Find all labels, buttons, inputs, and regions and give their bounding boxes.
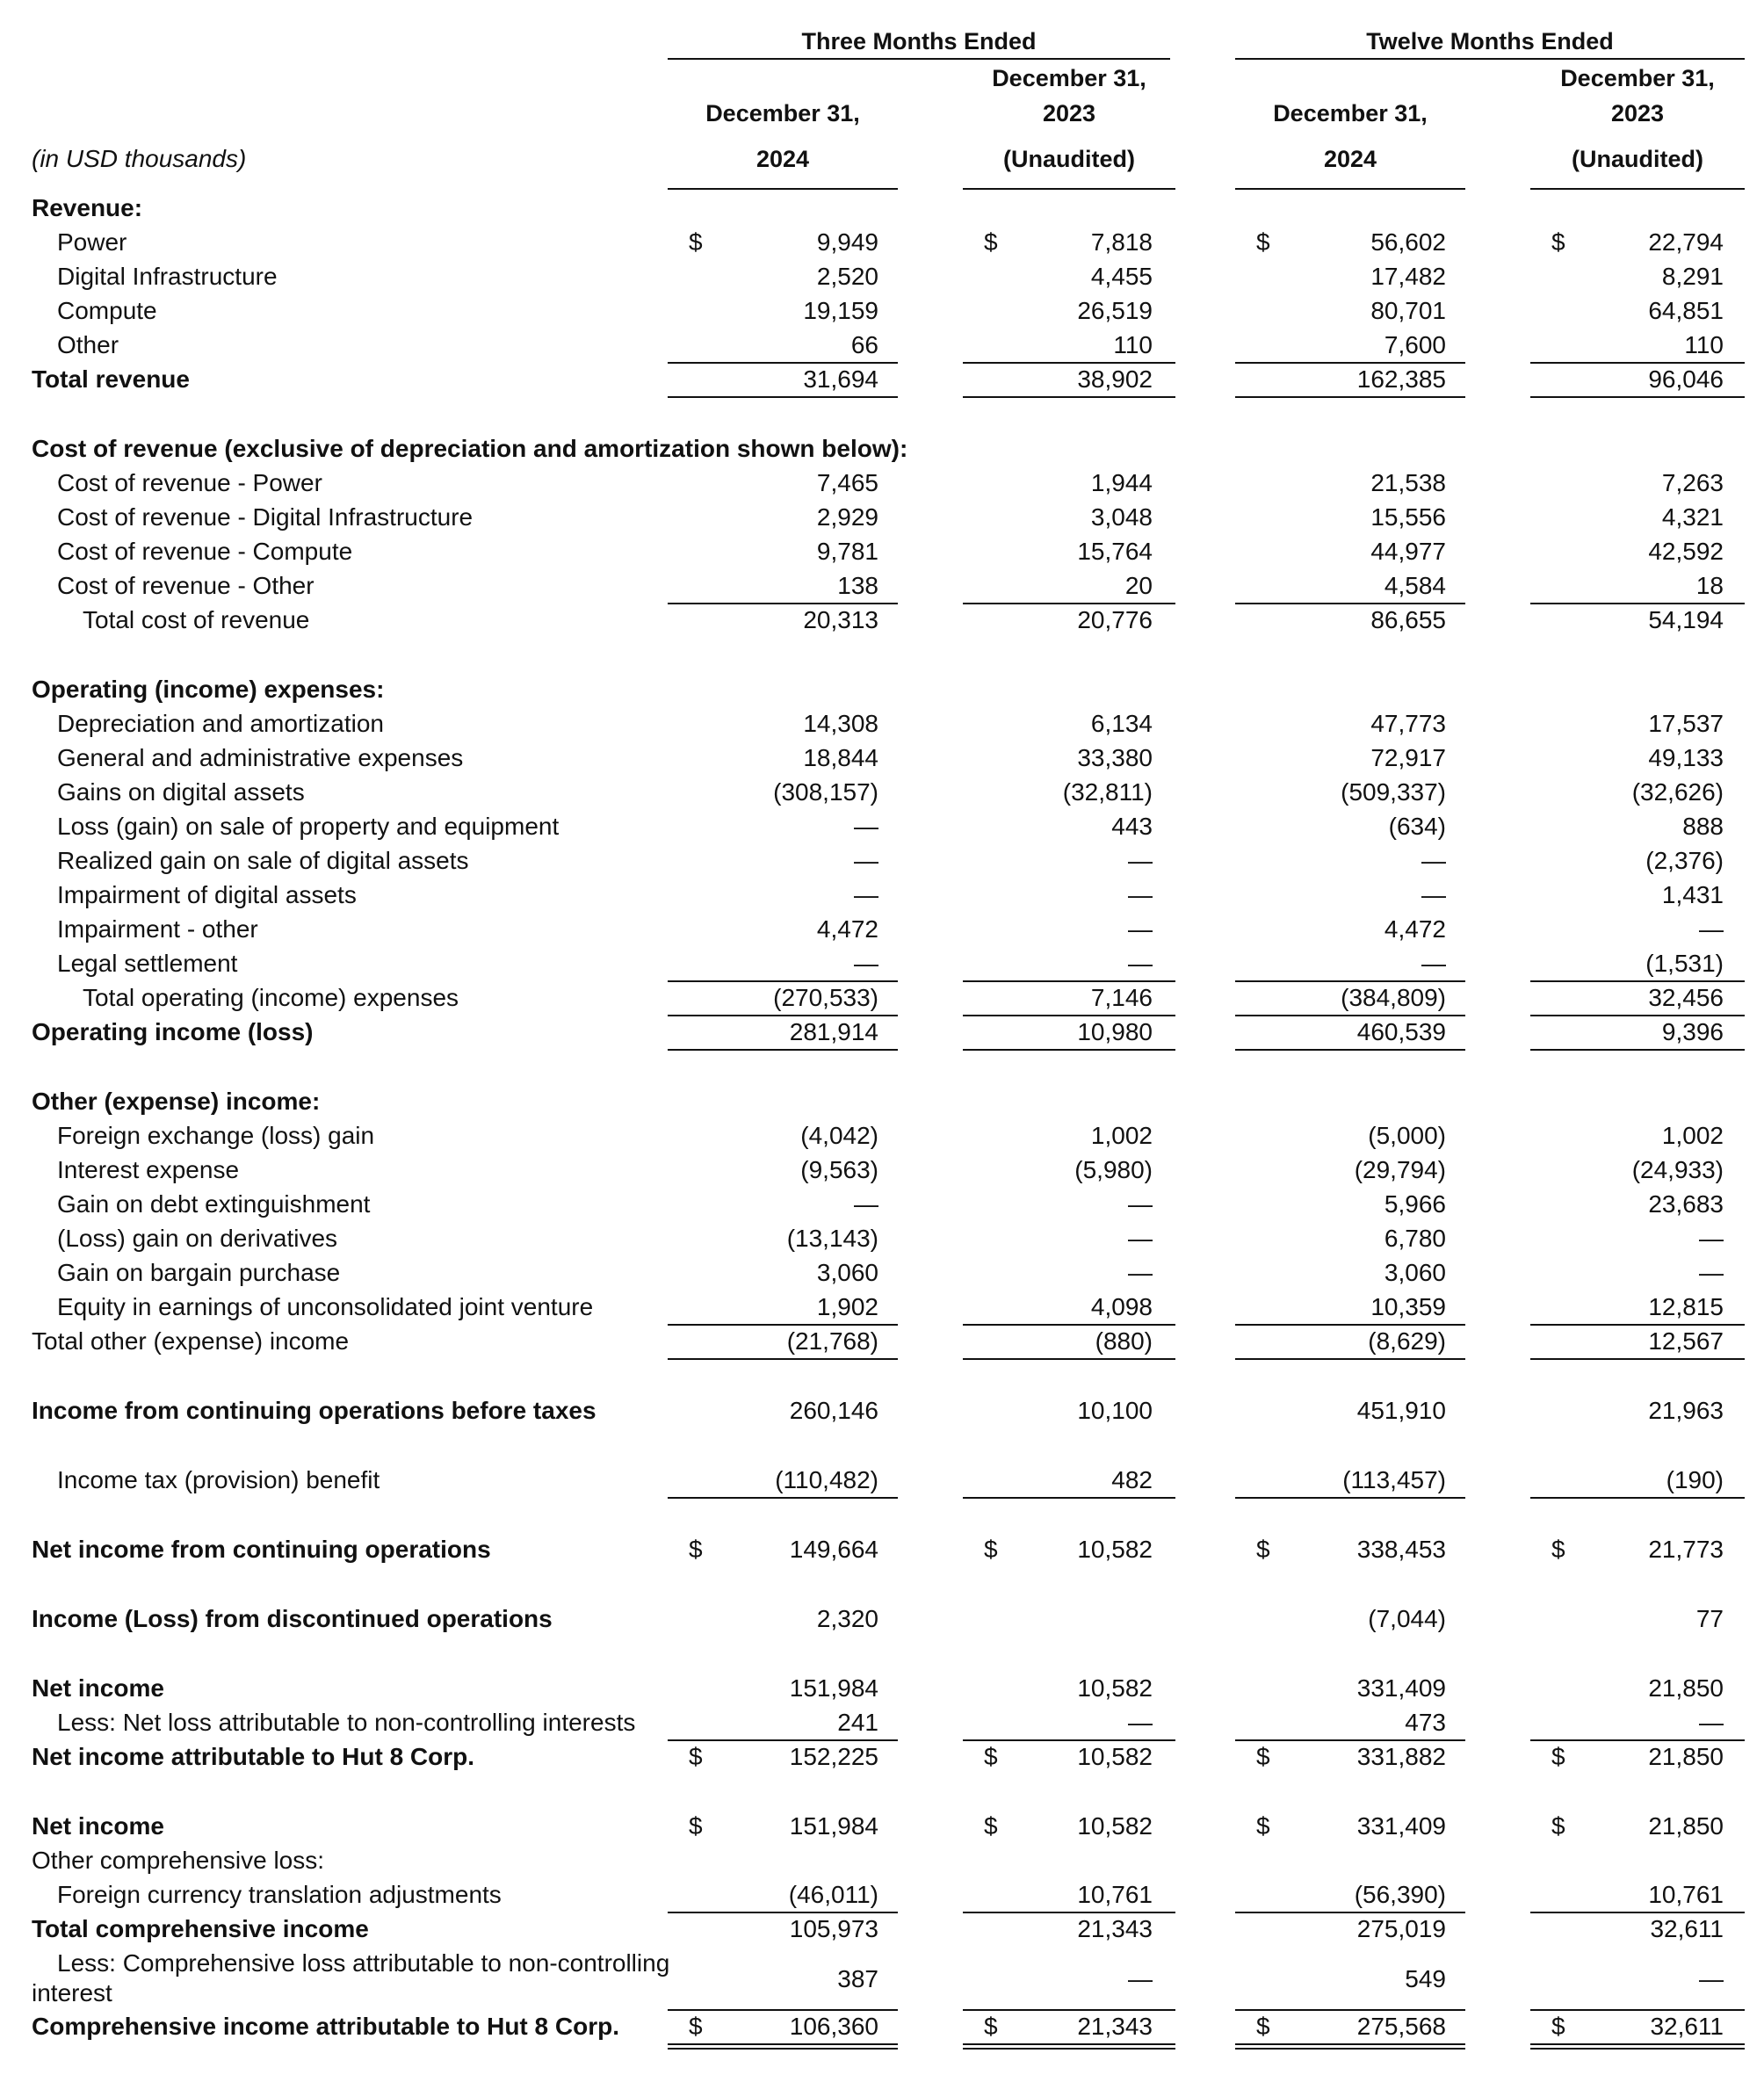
value-cell: 32,456 <box>1648 984 1724 1011</box>
value-cell: 162,385 <box>1356 365 1446 393</box>
col1-header-rule <box>668 188 898 190</box>
value-cell: (9,563) <box>800 1156 878 1183</box>
currency-symbol: $ <box>1551 1812 1565 1840</box>
underline <box>1530 1015 1745 1016</box>
underline <box>963 1049 1175 1051</box>
underline <box>1235 1015 1465 1016</box>
header-twelve-months: Twelve Months Ended <box>1366 28 1614 54</box>
col3-header-line2: 2024 <box>1323 146 1377 172</box>
underline <box>1235 1912 1465 1913</box>
value-cell: 10,761 <box>1077 1881 1153 1908</box>
row-label: Income tax (provision) benefit <box>57 1466 380 1493</box>
value-cell: 15,764 <box>1077 538 1153 565</box>
row-label: Cost of revenue - Compute <box>57 538 353 565</box>
value-cell: 1,002 <box>1090 1122 1153 1149</box>
value-cell: 21,343 <box>1077 1915 1153 1942</box>
currency-symbol: $ <box>1551 1536 1565 1563</box>
value-cell: 10,761 <box>1648 1881 1724 1908</box>
value-cell: 10,100 <box>1077 1397 1153 1424</box>
value-cell: 473 <box>1405 1709 1446 1736</box>
row-label: Interest expense <box>57 1156 240 1183</box>
value-cell: 18,844 <box>803 744 878 771</box>
row-label: Legal settlement <box>57 950 238 977</box>
value-cell: — <box>854 847 878 874</box>
row-label: Less: Comprehensive loss attributable to non-controlling <box>57 1949 670 1977</box>
units-label: (in USD thousands) <box>32 145 247 172</box>
value-cell: 96,046 <box>1648 365 1724 393</box>
value-cell: — <box>1421 881 1446 908</box>
underline <box>963 1358 1175 1360</box>
header-twelve-months-rule <box>1235 58 1745 60</box>
value-cell: (32,811) <box>1062 778 1153 806</box>
row-label: Net income <box>32 1812 164 1840</box>
value-cell: 105,973 <box>789 1915 878 1942</box>
underline <box>963 1324 1175 1326</box>
value-cell: — <box>1421 847 1446 874</box>
row-label: Realized gain on sale of digital assets <box>57 847 469 874</box>
value-cell: 21,343 <box>1077 2013 1153 2040</box>
value-cell: 12,815 <box>1648 1293 1724 1320</box>
row-label: Compute <box>57 297 157 324</box>
value-cell: 275,568 <box>1356 2013 1446 2040</box>
value-cell: (32,626) <box>1631 778 1724 806</box>
value-cell: 20,776 <box>1077 606 1153 633</box>
currency-symbol: $ <box>689 1536 703 1563</box>
underline <box>668 1358 898 1360</box>
row-label: Operating income (loss) <box>32 1018 314 1045</box>
value-cell: 77 <box>1695 1605 1724 1632</box>
currency-symbol: $ <box>1256 2013 1270 2040</box>
value-cell: 21,850 <box>1648 1743 1724 1770</box>
underline <box>668 396 898 398</box>
value-cell: 42,592 <box>1648 538 1724 565</box>
value-cell: 56,602 <box>1370 228 1446 256</box>
currency-symbol: $ <box>1551 2013 1565 2040</box>
underline <box>668 1497 898 1499</box>
value-cell: 7,263 <box>1661 469 1724 496</box>
currency-symbol: $ <box>984 1536 998 1563</box>
value-cell: (24,933) <box>1631 1156 1724 1183</box>
value-cell: 18 <box>1695 572 1724 599</box>
value-cell: — <box>1699 915 1724 943</box>
value-cell: 4,472 <box>816 915 878 943</box>
col2-header-line1: December 31, <box>992 65 1146 91</box>
row-label: Operating (income) expenses: <box>32 676 385 703</box>
underline <box>1530 1739 1745 1741</box>
row-label: Digital Infrastructure <box>57 263 278 290</box>
row-label: Cost of revenue - Digital Infrastructure <box>57 503 474 531</box>
value-cell: (56,390) <box>1354 1881 1446 1908</box>
value-cell: — <box>1128 881 1153 908</box>
value-cell: 2,320 <box>816 1605 878 1632</box>
col4-header-line2: 2023 <box>1610 100 1665 127</box>
value-cell: 21,963 <box>1648 1397 1724 1424</box>
value-cell: 2,520 <box>816 263 878 290</box>
row-label: Gains on digital assets <box>57 778 305 806</box>
double-underline <box>668 2043 898 2050</box>
value-cell: 549 <box>1405 1965 1446 1992</box>
currency-symbol: $ <box>1551 228 1565 256</box>
row-label: Other (expense) income: <box>32 1088 321 1115</box>
underline <box>1235 396 1465 398</box>
underline <box>1530 1912 1745 1913</box>
value-cell: 10,582 <box>1077 1536 1153 1563</box>
underline <box>1235 1324 1465 1326</box>
value-cell: (1,531) <box>1645 950 1724 977</box>
row-label: Power <box>57 228 127 256</box>
value-cell: (4,042) <box>800 1122 878 1149</box>
value-cell: — <box>854 1190 878 1218</box>
value-cell: 260,146 <box>789 1397 878 1424</box>
underline <box>668 980 898 982</box>
underline <box>1530 603 1745 604</box>
value-cell: 3,060 <box>1384 1259 1446 1286</box>
underline <box>668 1015 898 1016</box>
value-cell: (880) <box>1095 1327 1153 1355</box>
value-cell: — <box>1128 915 1153 943</box>
value-cell: 23,683 <box>1648 1190 1724 1218</box>
value-cell: 110 <box>1684 331 1724 358</box>
underline <box>1530 980 1745 982</box>
row-label: Gain on bargain purchase <box>57 1259 341 1286</box>
row-label: Total revenue <box>32 365 190 393</box>
value-cell: (113,457) <box>1342 1466 1446 1493</box>
value-cell: 9,396 <box>1661 1018 1724 1045</box>
value-cell: 7,600 <box>1384 331 1446 358</box>
value-cell: 106,360 <box>789 2013 878 2040</box>
value-cell: 331,409 <box>1356 1812 1446 1840</box>
value-cell: 3,048 <box>1090 503 1153 531</box>
value-cell: — <box>1128 1190 1153 1218</box>
value-cell: (7,044) <box>1368 1605 1446 1632</box>
underline <box>1530 2009 1745 2011</box>
value-cell: 1,002 <box>1661 1122 1724 1149</box>
value-cell: 2,929 <box>816 503 878 531</box>
col2-header-rule <box>963 188 1175 190</box>
value-cell: 888 <box>1682 813 1724 840</box>
row-label: Income (Loss) from discontinued operations <box>32 1605 553 1632</box>
row-label: Depreciation and amortization <box>57 710 384 737</box>
value-cell: 22,794 <box>1648 228 1724 256</box>
row-label: Impairment - other <box>57 915 258 943</box>
double-underline <box>1530 2043 1745 2050</box>
underline <box>963 1912 1175 1913</box>
value-cell: (13,143) <box>786 1225 878 1252</box>
value-cell: (5,980) <box>1074 1156 1153 1183</box>
value-cell: 8,291 <box>1661 263 1724 290</box>
value-cell: — <box>1421 950 1446 977</box>
underline <box>963 1015 1175 1016</box>
value-cell: 151,984 <box>789 1674 878 1702</box>
value-cell: 387 <box>837 1965 878 1992</box>
value-cell: 5,966 <box>1384 1190 1446 1218</box>
row-label: Total other (expense) income <box>32 1327 350 1355</box>
value-cell: (384,809) <box>1341 984 1446 1011</box>
underline <box>668 1049 898 1051</box>
value-cell: 21,538 <box>1370 469 1446 496</box>
currency-symbol: $ <box>1256 1536 1270 1563</box>
underline <box>1530 396 1745 398</box>
value-cell: — <box>1699 1225 1724 1252</box>
col2-header-line2: 2023 <box>1042 100 1096 127</box>
row-label: Equity in earnings of unconsolidated joint venture <box>57 1293 594 1320</box>
value-cell: 9,949 <box>816 228 878 256</box>
underline <box>668 362 898 364</box>
row-label: Other <box>57 331 119 358</box>
underline <box>1235 603 1465 604</box>
value-cell: 443 <box>1111 813 1153 840</box>
value-cell: (190) <box>1666 1466 1724 1493</box>
value-cell: (634) <box>1388 813 1446 840</box>
value-cell: 6,780 <box>1384 1225 1446 1252</box>
row-label: Less: Net loss attributable to non-controlling interests <box>57 1709 636 1736</box>
value-cell: 9,781 <box>816 538 878 565</box>
underline <box>1235 1049 1465 1051</box>
value-cell: 31,694 <box>803 365 878 393</box>
value-cell: 49,133 <box>1648 744 1724 771</box>
value-cell: 4,584 <box>1384 572 1446 599</box>
row-label: (Loss) gain on derivatives <box>57 1225 338 1252</box>
value-cell: — <box>1128 1259 1153 1286</box>
value-cell: 72,917 <box>1370 744 1446 771</box>
value-cell: — <box>1128 1709 1153 1736</box>
value-cell: 1,944 <box>1090 469 1153 496</box>
currency-symbol: $ <box>689 1743 703 1770</box>
value-cell: (308,157) <box>773 778 878 806</box>
value-cell: 460,539 <box>1356 1018 1446 1045</box>
row-label: Cost of revenue - Power <box>57 469 322 496</box>
underline <box>668 1324 898 1326</box>
col3-header-rule <box>1235 188 1465 190</box>
value-cell: 4,321 <box>1661 503 1724 531</box>
value-cell: 275,019 <box>1356 1915 1446 1942</box>
currency-symbol: $ <box>1256 1743 1270 1770</box>
value-cell: 4,455 <box>1090 263 1153 290</box>
currency-symbol: $ <box>1256 1812 1270 1840</box>
row-label: Other comprehensive loss: <box>32 1847 325 1874</box>
row-label: Income from continuing operations before taxes <box>32 1397 596 1424</box>
value-cell: 33,380 <box>1077 744 1153 771</box>
value-cell: 17,537 <box>1648 710 1724 737</box>
value-cell: 32,611 <box>1650 2013 1724 2040</box>
row-label: Foreign currency translation adjustments <box>57 1881 502 1908</box>
value-cell: 110 <box>1113 331 1153 358</box>
value-cell: 138 <box>837 572 878 599</box>
value-cell: 10,582 <box>1077 1812 1153 1840</box>
col4-header-line1: December 31, <box>1560 65 1715 91</box>
row-label: Cost of revenue - Other <box>57 572 314 599</box>
double-underline <box>1235 2043 1465 2050</box>
value-cell: — <box>854 950 878 977</box>
value-cell: 21,773 <box>1648 1536 1724 1563</box>
value-cell: (21,768) <box>786 1327 878 1355</box>
col3-header-line1: December 31, <box>1273 100 1428 127</box>
value-cell: (110,482) <box>775 1466 878 1493</box>
value-cell: 1,902 <box>816 1293 878 1320</box>
header-three-months: Three Months Ended <box>801 28 1037 54</box>
underline <box>668 603 898 604</box>
value-cell: 152,225 <box>789 1743 878 1770</box>
underline <box>1530 362 1745 364</box>
value-cell: 21,850 <box>1648 1674 1724 1702</box>
col4-header-line3: (Unaudited) <box>1572 146 1703 172</box>
value-cell: 10,359 <box>1370 1293 1446 1320</box>
value-cell: (509,337) <box>1341 778 1446 806</box>
row-label: Cost of revenue (exclusive of depreciation and amortization shown below): <box>32 435 908 462</box>
value-cell: — <box>1699 1259 1724 1286</box>
value-cell: — <box>854 813 878 840</box>
col1-header-line1: December 31, <box>705 100 860 127</box>
value-cell: (46,011) <box>788 1881 878 1908</box>
value-cell: 12,567 <box>1648 1327 1724 1355</box>
value-cell: 20,313 <box>803 606 878 633</box>
row-label: Net income from continuing operations <box>32 1536 491 1563</box>
value-cell: 151,984 <box>789 1812 878 1840</box>
row-label: Total operating (income) expenses <box>83 984 459 1011</box>
underline <box>1235 1497 1465 1499</box>
underline <box>668 1912 898 1913</box>
row-label-continuation: interest <box>32 1979 112 2006</box>
value-cell: 54,194 <box>1648 606 1724 633</box>
col4-header-rule <box>1530 188 1745 190</box>
currency-symbol: $ <box>1256 228 1270 256</box>
value-cell: 7,146 <box>1090 984 1153 1011</box>
currency-symbol: $ <box>984 1812 998 1840</box>
value-cell: 32,611 <box>1650 1915 1724 1942</box>
currency-symbol: $ <box>689 228 703 256</box>
value-cell: 17,482 <box>1370 263 1446 290</box>
header-three-months-rule <box>668 58 1170 60</box>
underline <box>1235 362 1465 364</box>
underline <box>963 362 1175 364</box>
underline <box>668 1739 898 1741</box>
value-cell: 10,582 <box>1077 1674 1153 1702</box>
value-cell: 44,977 <box>1370 538 1446 565</box>
value-cell: — <box>1128 1225 1153 1252</box>
value-cell: 20 <box>1124 572 1153 599</box>
value-cell: 7,818 <box>1090 228 1153 256</box>
underline <box>963 980 1175 982</box>
underline <box>1235 980 1465 982</box>
row-label: Gain on debt extinguishment <box>57 1190 371 1218</box>
value-cell: 6,134 <box>1090 710 1153 737</box>
value-cell: 4,472 <box>1384 915 1446 943</box>
value-cell: (270,533) <box>773 984 878 1011</box>
underline <box>1235 1358 1465 1360</box>
currency-symbol: $ <box>984 1743 998 1770</box>
value-cell: 66 <box>850 331 878 358</box>
value-cell: 482 <box>1111 1466 1153 1493</box>
value-cell: 86,655 <box>1370 606 1446 633</box>
row-label: Comprehensive income attributable to Hut 8 Corp. <box>32 2013 619 2040</box>
value-cell: 338,453 <box>1356 1536 1446 1563</box>
value-cell: (29,794) <box>1354 1156 1446 1183</box>
value-cell: (5,000) <box>1368 1122 1446 1149</box>
row-label: Foreign exchange (loss) gain <box>57 1122 375 1149</box>
value-cell: (2,376) <box>1645 847 1724 874</box>
value-cell: — <box>1128 950 1153 977</box>
value-cell: 80,701 <box>1370 297 1446 324</box>
value-cell: — <box>1128 847 1153 874</box>
value-cell: 19,159 <box>803 297 878 324</box>
value-cell: 47,773 <box>1370 710 1446 737</box>
underline <box>1530 1358 1745 1360</box>
value-cell: — <box>1699 1965 1724 1992</box>
underline <box>1235 1739 1465 1741</box>
row-label: Total cost of revenue <box>83 606 310 633</box>
currency-symbol: $ <box>984 228 998 256</box>
value-cell: 15,556 <box>1370 503 1446 531</box>
currency-symbol: $ <box>1551 1743 1565 1770</box>
underline <box>963 1739 1175 1741</box>
value-cell: 14,308 <box>803 710 878 737</box>
underline <box>963 603 1175 604</box>
underline <box>963 1497 1175 1499</box>
row-label: Revenue: <box>32 194 143 221</box>
underline <box>963 2009 1175 2011</box>
value-cell: 149,664 <box>789 1536 878 1563</box>
row-label: Net income <box>32 1674 164 1702</box>
value-cell: 38,902 <box>1077 365 1153 393</box>
currency-symbol: $ <box>689 2013 703 2040</box>
value-cell: 3,060 <box>816 1259 878 1286</box>
value-cell: 451,910 <box>1356 1397 1446 1424</box>
value-cell: 10,582 <box>1077 1743 1153 1770</box>
value-cell: 281,914 <box>789 1018 878 1045</box>
double-underline <box>963 2043 1175 2050</box>
value-cell: (8,629) <box>1368 1327 1446 1355</box>
currency-symbol: $ <box>984 2013 998 2040</box>
row-label: General and administrative expenses <box>57 744 464 771</box>
value-cell: — <box>854 881 878 908</box>
value-cell: 4,098 <box>1090 1293 1153 1320</box>
value-cell: 26,519 <box>1077 297 1153 324</box>
row-label: Total comprehensive income <box>32 1915 369 1942</box>
value-cell: 7,465 <box>816 469 878 496</box>
col1-header-line2: 2024 <box>755 146 810 172</box>
underline <box>1530 1049 1745 1051</box>
underline <box>963 396 1175 398</box>
value-cell: 21,850 <box>1648 1812 1724 1840</box>
value-cell: 10,980 <box>1077 1018 1153 1045</box>
value-cell: — <box>1128 1965 1153 1992</box>
row-label: Impairment of digital assets <box>57 881 357 908</box>
underline <box>1530 1497 1745 1499</box>
value-cell: 64,851 <box>1648 297 1724 324</box>
row-label: Net income attributable to Hut 8 Corp. <box>32 1743 475 1770</box>
underline <box>1235 2009 1465 2011</box>
value-cell: 241 <box>837 1709 878 1736</box>
col2-header-line3: (Unaudited) <box>1003 146 1135 172</box>
underline <box>1530 1324 1745 1326</box>
row-label: Loss (gain) on sale of property and equipment <box>57 813 560 840</box>
value-cell: 331,882 <box>1356 1743 1446 1770</box>
value-cell: 331,409 <box>1356 1674 1446 1702</box>
value-cell: 1,431 <box>1661 881 1724 908</box>
currency-symbol: $ <box>689 1812 703 1840</box>
underline <box>668 2009 898 2011</box>
value-cell: — <box>1699 1709 1724 1736</box>
